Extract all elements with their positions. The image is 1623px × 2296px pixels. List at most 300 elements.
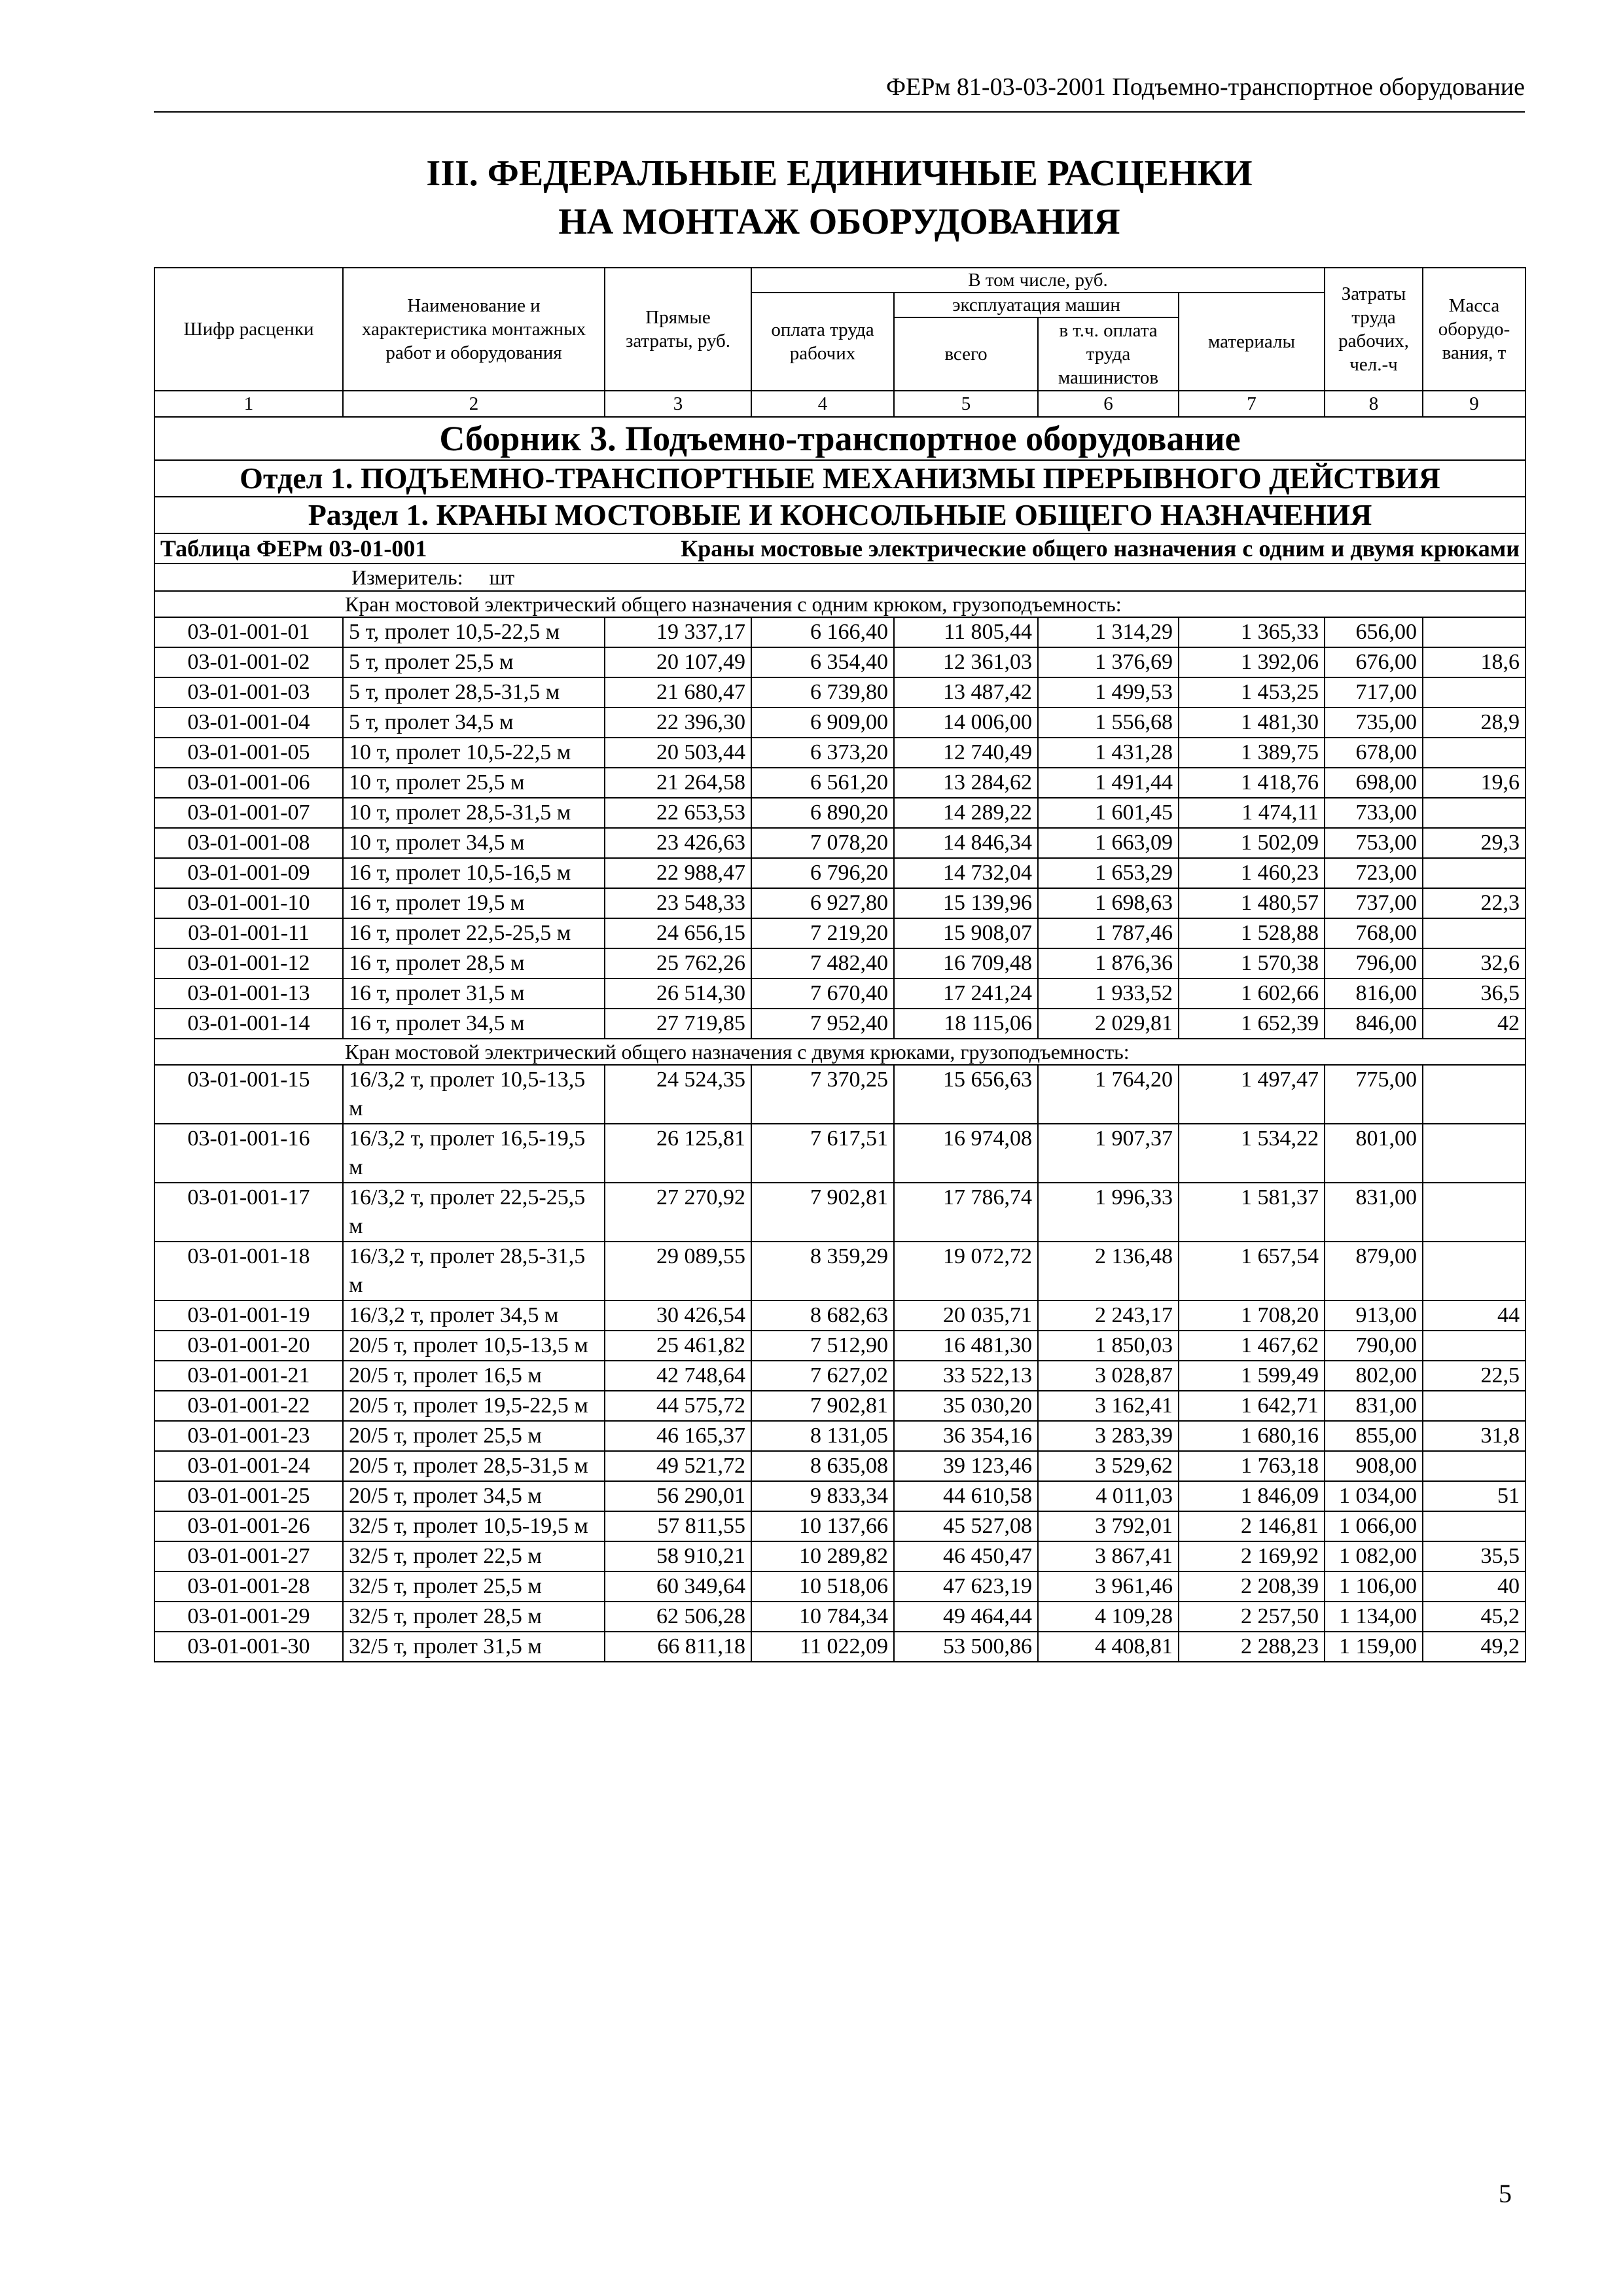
machines-labor: 1 933,52 <box>1038 978 1179 1009</box>
labor-cost: 10 137,66 <box>751 1511 894 1541</box>
labor-cost: 7 078,20 <box>751 828 894 858</box>
machines-labor: 1 787,46 <box>1038 918 1179 948</box>
labor-cost: 7 627,02 <box>751 1361 894 1391</box>
machines-total: 49 464,44 <box>894 1602 1038 1632</box>
work-name: 16 т, пролет 34,5 м <box>343 1009 605 1039</box>
direct-cost: 44 575,72 <box>605 1391 751 1421</box>
work-name: 20/5 т, пролет 19,5-22,5 м <box>343 1391 605 1421</box>
labor-cost: 10 289,82 <box>751 1541 894 1571</box>
subheader-two-hooks: Кран мостовой электрический общего назначения с двумя крюками, грузоподъемность: <box>154 1039 1525 1065</box>
rate-code: 03-01-001-15 <box>154 1065 343 1124</box>
machines-total: 46 450,47 <box>894 1541 1038 1571</box>
rate-code: 03-01-001-12 <box>154 948 343 978</box>
rate-code: 03-01-001-05 <box>154 738 343 768</box>
labor-cost: 9 833,34 <box>751 1481 894 1511</box>
rate-code: 03-01-001-06 <box>154 768 343 798</box>
department-title: Отдел 1. ПОДЪЕМНО-ТРАНСПОРТНЫЕ МЕХАНИЗМЫ ПРЕРЫВНОГО ДЕЙСТВИЯ <box>154 460 1525 497</box>
work-name: 20/5 т, пролет 25,5 м <box>343 1421 605 1451</box>
rate-code: 03-01-001-13 <box>154 978 343 1009</box>
labor-hours: 1 106,00 <box>1325 1571 1423 1602</box>
direct-cost: 27 719,85 <box>605 1009 751 1039</box>
machines-labor: 4 408,81 <box>1038 1632 1179 1662</box>
direct-cost: 26 125,81 <box>605 1124 751 1183</box>
rate-code: 03-01-001-07 <box>154 798 343 828</box>
equipment-mass: 44 <box>1423 1300 1525 1331</box>
direct-cost: 20 503,44 <box>605 738 751 768</box>
materials-cost: 1 680,16 <box>1179 1421 1325 1451</box>
labor-hours: 1 159,00 <box>1325 1632 1423 1662</box>
equipment-mass <box>1423 617 1525 647</box>
machines-total: 14 006,00 <box>894 708 1038 738</box>
equipment-mass: 45,2 <box>1423 1602 1525 1632</box>
rate-code: 03-01-001-08 <box>154 828 343 858</box>
work-name: 16/3,2 т, пролет 34,5 м <box>343 1300 605 1331</box>
work-name: 5 т, пролет 25,5 м <box>343 647 605 677</box>
materials-cost: 2 146,81 <box>1179 1511 1325 1541</box>
rate-code: 03-01-001-18 <box>154 1242 343 1300</box>
machines-total: 12 361,03 <box>894 647 1038 677</box>
work-name: 10 т, пролет 28,5-31,5 м <box>343 798 605 828</box>
rate-code: 03-01-001-16 <box>154 1124 343 1183</box>
equipment-mass <box>1423 918 1525 948</box>
materials-cost: 1 497,47 <box>1179 1065 1325 1124</box>
labor-hours: 846,00 <box>1325 1009 1423 1039</box>
labor-cost: 6 890,20 <box>751 798 894 828</box>
materials-cost: 1 642,71 <box>1179 1391 1325 1421</box>
rate-code: 03-01-001-03 <box>154 677 343 708</box>
col-number: 6 <box>1038 391 1179 417</box>
equipment-mass: 51 <box>1423 1481 1525 1511</box>
machines-total: 14 846,34 <box>894 828 1038 858</box>
labor-hours: 1 134,00 <box>1325 1602 1423 1632</box>
equipment-mass: 40 <box>1423 1571 1525 1602</box>
work-name: 20/5 т, пролет 16,5 м <box>343 1361 605 1391</box>
materials-cost: 2 169,92 <box>1179 1541 1325 1571</box>
work-name: 32/5 т, пролет 22,5 м <box>343 1541 605 1571</box>
equipment-mass: 36,5 <box>1423 978 1525 1009</box>
table-row <box>154 798 1525 828</box>
labor-hours: 1 082,00 <box>1325 1541 1423 1571</box>
direct-cost: 49 521,72 <box>605 1451 751 1481</box>
work-name: 16 т, пролет 31,5 м <box>343 978 605 1009</box>
measure-row <box>154 564 1525 591</box>
col-header-machines-total: всего <box>894 317 1038 391</box>
direct-cost: 60 349,64 <box>605 1571 751 1602</box>
table-row <box>154 1421 1525 1451</box>
materials-cost: 1 599,49 <box>1179 1361 1325 1391</box>
machines-total: 36 354,16 <box>894 1421 1038 1451</box>
labor-cost: 8 635,08 <box>751 1451 894 1481</box>
machines-labor: 4 011,03 <box>1038 1481 1179 1511</box>
machines-total: 35 030,20 <box>894 1391 1038 1421</box>
direct-cost: 66 811,18 <box>605 1632 751 1662</box>
materials-cost: 1 460,23 <box>1179 858 1325 888</box>
table-row <box>154 738 1525 768</box>
materials-cost: 1 481,30 <box>1179 708 1325 738</box>
labor-cost: 10 784,34 <box>751 1602 894 1632</box>
labor-cost: 6 796,20 <box>751 858 894 888</box>
rate-code: 03-01-001-27 <box>154 1541 343 1571</box>
materials-cost: 1 418,76 <box>1179 768 1325 798</box>
table-name: Краны мостовые электрические общего назначения с одним и двумя крюками <box>681 535 1520 562</box>
labor-cost: 7 952,40 <box>751 1009 894 1039</box>
direct-cost: 46 165,37 <box>605 1421 751 1451</box>
table-row <box>154 918 1525 948</box>
work-name: 16/3,2 т, пролет 22,5-25,5 м <box>343 1183 605 1242</box>
machines-total: 39 123,46 <box>894 1451 1038 1481</box>
machines-total: 16 709,48 <box>894 948 1038 978</box>
rate-code: 03-01-001-25 <box>154 1481 343 1511</box>
materials-cost: 2 288,23 <box>1179 1632 1325 1662</box>
machines-labor: 1 601,45 <box>1038 798 1179 828</box>
machines-labor: 1 996,33 <box>1038 1183 1179 1242</box>
rate-code: 03-01-001-02 <box>154 647 343 677</box>
materials-cost: 2 208,39 <box>1179 1571 1325 1602</box>
table-row <box>154 647 1525 677</box>
equipment-mass <box>1423 858 1525 888</box>
direct-cost: 20 107,49 <box>605 647 751 677</box>
rate-code: 03-01-001-30 <box>154 1632 343 1662</box>
direct-cost: 21 680,47 <box>605 677 751 708</box>
labor-cost: 7 617,51 <box>751 1124 894 1183</box>
equipment-mass <box>1423 1183 1525 1242</box>
direct-cost: 27 270,92 <box>605 1183 751 1242</box>
direct-cost: 42 748,64 <box>605 1361 751 1391</box>
work-name: 10 т, пролет 25,5 м <box>343 768 605 798</box>
labor-cost: 10 518,06 <box>751 1571 894 1602</box>
work-name: 20/5 т, пролет 10,5-13,5 м <box>343 1331 605 1361</box>
materials-cost: 1 502,09 <box>1179 828 1325 858</box>
labor-hours: 796,00 <box>1325 948 1423 978</box>
work-name: 20/5 т, пролет 28,5-31,5 м <box>343 1451 605 1481</box>
machines-total: 19 072,72 <box>894 1242 1038 1300</box>
machines-total: 17 241,24 <box>894 978 1038 1009</box>
col-header-labor-hours: Затраты труда рабочих, чел.-ч <box>1325 268 1423 391</box>
table-row <box>154 858 1525 888</box>
col-header-materials: материалы <box>1179 293 1325 391</box>
running-header: ФЕРм 81-03-03-2001 Подъемно-транспортное оборудование <box>154 71 1525 113</box>
labor-hours: 831,00 <box>1325 1183 1423 1242</box>
materials-cost: 1 534,22 <box>1179 1124 1325 1183</box>
labor-hours: 855,00 <box>1325 1421 1423 1451</box>
equipment-mass <box>1423 1242 1525 1300</box>
labor-cost: 6 739,80 <box>751 677 894 708</box>
machines-total: 13 487,42 <box>894 677 1038 708</box>
direct-cost: 22 653,53 <box>605 798 751 828</box>
machines-total: 47 623,19 <box>894 1571 1038 1602</box>
table-code: Таблица ФЕРм 03-01-001 <box>160 535 427 562</box>
direct-cost: 56 290,01 <box>605 1481 751 1511</box>
materials-cost: 1 528,88 <box>1179 918 1325 948</box>
work-name: 16 т, пролет 10,5-16,5 м <box>343 858 605 888</box>
machines-labor: 2 029,81 <box>1038 1009 1179 1039</box>
machines-labor: 1 663,09 <box>1038 828 1179 858</box>
table-row <box>154 948 1525 978</box>
work-name: 5 т, пролет 10,5-22,5 м <box>343 617 605 647</box>
labor-hours: 733,00 <box>1325 798 1423 828</box>
direct-cost: 26 514,30 <box>605 978 751 1009</box>
machines-total: 18 115,06 <box>894 1009 1038 1039</box>
table-row <box>154 1391 1525 1421</box>
table-row <box>154 1242 1525 1300</box>
direct-cost: 25 762,26 <box>605 948 751 978</box>
col-number: 7 <box>1179 391 1325 417</box>
direct-cost: 21 264,58 <box>605 768 751 798</box>
machines-total: 44 610,58 <box>894 1481 1038 1511</box>
labor-hours: 913,00 <box>1325 1300 1423 1331</box>
equipment-mass <box>1423 798 1525 828</box>
rate-code: 03-01-001-14 <box>154 1009 343 1039</box>
table-row <box>154 1571 1525 1602</box>
machines-labor: 3 961,46 <box>1038 1571 1179 1602</box>
col-header-incl: В том числе, руб. <box>751 268 1325 293</box>
col-number: 5 <box>894 391 1038 417</box>
machines-total: 13 284,62 <box>894 768 1038 798</box>
machines-labor: 2 136,48 <box>1038 1242 1179 1300</box>
table-row <box>154 1541 1525 1571</box>
table-row <box>154 1361 1525 1391</box>
machines-total: 33 522,13 <box>894 1361 1038 1391</box>
labor-hours: 802,00 <box>1325 1361 1423 1391</box>
table-caption <box>154 533 1525 564</box>
machines-total: 53 500,86 <box>894 1632 1038 1662</box>
labor-hours: 879,00 <box>1325 1242 1423 1300</box>
work-name: 16 т, пролет 28,5 м <box>343 948 605 978</box>
direct-cost: 19 337,17 <box>605 617 751 647</box>
materials-cost: 2 257,50 <box>1179 1602 1325 1632</box>
labor-cost: 6 354,40 <box>751 647 894 677</box>
labor-hours: 737,00 <box>1325 888 1423 918</box>
machines-total: 16 974,08 <box>894 1124 1038 1183</box>
col-number: 3 <box>605 391 751 417</box>
equipment-mass <box>1423 1511 1525 1541</box>
table-row <box>154 677 1525 708</box>
labor-cost: 8 131,05 <box>751 1421 894 1451</box>
table-row <box>154 1300 1525 1331</box>
main-title-line1: III. ФЕДЕРАЛЬНЫЕ ЕДИНИЧНЫЕ РАСЦЕНКИ <box>426 153 1253 194</box>
equipment-mass <box>1423 738 1525 768</box>
equipment-mass <box>1423 677 1525 708</box>
machines-labor: 1 556,68 <box>1038 708 1179 738</box>
main-title-line2: НА МОНТАЖ ОБОРУДОВАНИЯ <box>558 202 1120 242</box>
labor-hours: 831,00 <box>1325 1391 1423 1421</box>
measure-label: Измеритель: <box>351 565 463 589</box>
equipment-mass: 28,9 <box>1423 708 1525 738</box>
machines-labor: 1 491,44 <box>1038 768 1179 798</box>
labor-hours: 656,00 <box>1325 617 1423 647</box>
labor-hours: 723,00 <box>1325 858 1423 888</box>
page-number: 5 <box>1499 2179 1512 2208</box>
table-row <box>154 978 1525 1009</box>
materials-cost: 1 657,54 <box>1179 1242 1325 1300</box>
machines-total: 14 289,22 <box>894 798 1038 828</box>
labor-cost: 7 512,90 <box>751 1331 894 1361</box>
materials-cost: 1 581,37 <box>1179 1183 1325 1242</box>
work-name: 32/5 т, пролет 25,5 м <box>343 1571 605 1602</box>
labor-cost: 8 682,63 <box>751 1300 894 1331</box>
direct-cost: 23 426,63 <box>605 828 751 858</box>
rates-table <box>154 267 1526 1662</box>
materials-cost: 1 365,33 <box>1179 617 1325 647</box>
labor-hours: 678,00 <box>1325 738 1423 768</box>
direct-cost: 22 396,30 <box>605 708 751 738</box>
rate-code: 03-01-001-04 <box>154 708 343 738</box>
machines-labor: 1 850,03 <box>1038 1331 1179 1361</box>
machines-labor: 1 431,28 <box>1038 738 1179 768</box>
subheader-one-hook: Кран мостовой электрический общего назначения с одним крюком, грузоподъемность: <box>154 591 1525 617</box>
machines-total: 14 732,04 <box>894 858 1038 888</box>
labor-cost: 7 902,81 <box>751 1183 894 1242</box>
table-row <box>154 617 1525 647</box>
table-row <box>154 768 1525 798</box>
labor-cost: 7 902,81 <box>751 1391 894 1421</box>
table-row <box>154 1632 1525 1662</box>
equipment-mass: 19,6 <box>1423 768 1525 798</box>
equipment-mass <box>1423 1065 1525 1124</box>
rate-code: 03-01-001-10 <box>154 888 343 918</box>
work-name: 16/3,2 т, пролет 16,5-19,5 м <box>343 1124 605 1183</box>
equipment-mass <box>1423 1391 1525 1421</box>
direct-cost: 22 988,47 <box>605 858 751 888</box>
col-header-machines: эксплуатация машин <box>894 293 1179 317</box>
work-name: 10 т, пролет 10,5-22,5 м <box>343 738 605 768</box>
materials-cost: 1 480,57 <box>1179 888 1325 918</box>
labor-cost: 7 670,40 <box>751 978 894 1009</box>
materials-cost: 1 602,66 <box>1179 978 1325 1009</box>
labor-hours: 753,00 <box>1325 828 1423 858</box>
machines-labor: 3 792,01 <box>1038 1511 1179 1541</box>
machines-total: 11 805,44 <box>894 617 1038 647</box>
materials-cost: 1 763,18 <box>1179 1451 1325 1481</box>
col-number: 8 <box>1325 391 1423 417</box>
equipment-mass: 31,8 <box>1423 1421 1525 1451</box>
machines-labor: 1 499,53 <box>1038 677 1179 708</box>
rate-code: 03-01-001-28 <box>154 1571 343 1602</box>
labor-cost: 8 359,29 <box>751 1242 894 1300</box>
labor-hours: 768,00 <box>1325 918 1423 948</box>
work-name: 32/5 т, пролет 28,5 м <box>343 1602 605 1632</box>
equipment-mass: 49,2 <box>1423 1632 1525 1662</box>
machines-total: 12 740,49 <box>894 738 1038 768</box>
labor-hours: 775,00 <box>1325 1065 1423 1124</box>
table-row <box>154 1602 1525 1632</box>
work-name: 16 т, пролет 22,5-25,5 м <box>343 918 605 948</box>
labor-hours: 908,00 <box>1325 1451 1423 1481</box>
machines-total: 15 139,96 <box>894 888 1038 918</box>
machines-total: 45 527,08 <box>894 1511 1038 1541</box>
machines-labor: 1 376,69 <box>1038 647 1179 677</box>
machines-labor: 1 907,37 <box>1038 1124 1179 1183</box>
table-row <box>154 1009 1525 1039</box>
rate-code: 03-01-001-29 <box>154 1602 343 1632</box>
rate-code: 03-01-001-01 <box>154 617 343 647</box>
machines-labor: 1 653,29 <box>1038 858 1179 888</box>
work-name: 5 т, пролет 34,5 м <box>343 708 605 738</box>
direct-cost: 58 910,21 <box>605 1541 751 1571</box>
rate-code: 03-01-001-24 <box>154 1451 343 1481</box>
direct-cost: 23 548,33 <box>605 888 751 918</box>
materials-cost: 1 708,20 <box>1179 1300 1325 1331</box>
col-number: 1 <box>154 391 343 417</box>
rate-code: 03-01-001-11 <box>154 918 343 948</box>
col-header-labor: оплата труда рабочих <box>751 293 894 391</box>
labor-hours: 735,00 <box>1325 708 1423 738</box>
machines-labor: 3 867,41 <box>1038 1541 1179 1571</box>
machines-total: 15 656,63 <box>894 1065 1038 1124</box>
col-header-code: Шифр расценки <box>154 268 343 391</box>
labor-hours: 717,00 <box>1325 677 1423 708</box>
materials-cost: 1 467,62 <box>1179 1331 1325 1361</box>
direct-cost: 30 426,54 <box>605 1300 751 1331</box>
equipment-mass: 18,6 <box>1423 647 1525 677</box>
work-name: 32/5 т, пролет 10,5-19,5 м <box>343 1511 605 1541</box>
work-name: 16 т, пролет 19,5 м <box>343 888 605 918</box>
direct-cost: 57 811,55 <box>605 1511 751 1541</box>
machines-total: 15 908,07 <box>894 918 1038 948</box>
col-header-mass: Масса оборудо-вания, т <box>1423 268 1525 391</box>
machines-labor: 3 162,41 <box>1038 1391 1179 1421</box>
materials-cost: 1 570,38 <box>1179 948 1325 978</box>
equipment-mass: 35,5 <box>1423 1541 1525 1571</box>
table-row <box>154 1124 1525 1183</box>
rate-code: 03-01-001-17 <box>154 1183 343 1242</box>
work-name: 16/3,2 т, пролет 10,5-13,5 м <box>343 1065 605 1124</box>
equipment-mass: 22,5 <box>1423 1361 1525 1391</box>
table-body <box>154 417 1525 1662</box>
table-row <box>154 708 1525 738</box>
labor-hours: 1 066,00 <box>1325 1511 1423 1541</box>
machines-total: 17 786,74 <box>894 1183 1038 1242</box>
labor-hours: 790,00 <box>1325 1331 1423 1361</box>
work-name: 32/5 т, пролет 31,5 м <box>343 1632 605 1662</box>
labor-cost: 6 909,00 <box>751 708 894 738</box>
machines-labor: 1 876,36 <box>1038 948 1179 978</box>
machines-labor: 1 314,29 <box>1038 617 1179 647</box>
main-title <box>154 149 1525 246</box>
labor-cost: 6 166,40 <box>751 617 894 647</box>
column-numbers-row <box>154 391 1525 417</box>
col-header-machines-labor: в т.ч. оплата труда машинистов <box>1038 317 1179 391</box>
direct-cost: 62 506,28 <box>605 1602 751 1632</box>
col-number: 9 <box>1423 391 1525 417</box>
direct-cost: 29 089,55 <box>605 1242 751 1300</box>
equipment-mass <box>1423 1331 1525 1361</box>
machines-labor: 1 698,63 <box>1038 888 1179 918</box>
labor-hours: 801,00 <box>1325 1124 1423 1183</box>
materials-cost: 1 389,75 <box>1179 738 1325 768</box>
materials-cost: 1 392,06 <box>1179 647 1325 677</box>
equipment-mass <box>1423 1451 1525 1481</box>
labor-cost: 7 482,40 <box>751 948 894 978</box>
col-header-name: Наименование и характеристика монтажных работ и оборудования <box>343 268 605 391</box>
table-row <box>154 1183 1525 1242</box>
machines-total: 16 481,30 <box>894 1331 1038 1361</box>
rate-code: 03-01-001-22 <box>154 1391 343 1421</box>
equipment-mass: 42 <box>1423 1009 1525 1039</box>
labor-hours: 816,00 <box>1325 978 1423 1009</box>
table-row <box>154 1481 1525 1511</box>
materials-cost: 1 453,25 <box>1179 677 1325 708</box>
table-row <box>154 1065 1525 1124</box>
direct-cost: 25 461,82 <box>605 1331 751 1361</box>
machines-labor: 3 028,87 <box>1038 1361 1179 1391</box>
labor-hours: 1 034,00 <box>1325 1481 1423 1511</box>
labor-cost: 11 022,09 <box>751 1632 894 1662</box>
rate-code: 03-01-001-23 <box>154 1421 343 1451</box>
table-head <box>154 268 1525 417</box>
labor-cost: 6 927,80 <box>751 888 894 918</box>
machines-labor: 3 529,62 <box>1038 1451 1179 1481</box>
